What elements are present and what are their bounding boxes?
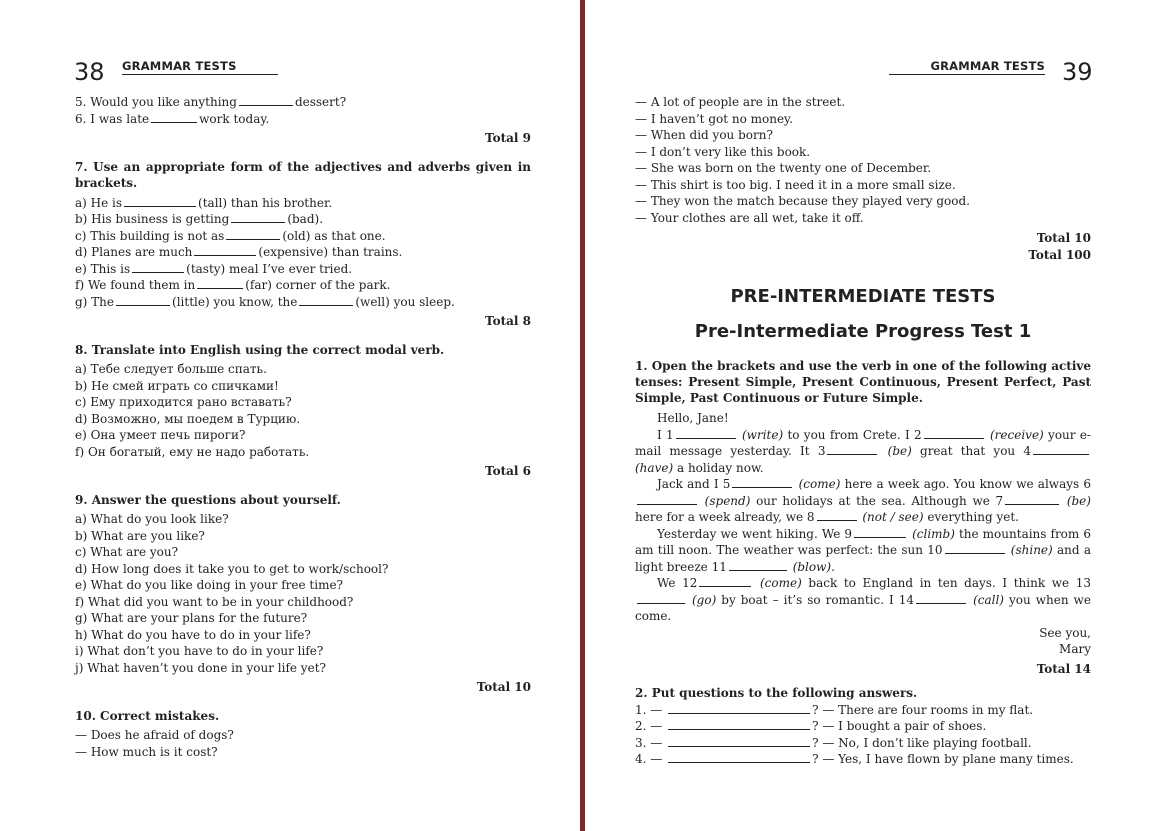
task-9-line: j) What haven’t you done in your life yet?: [75, 660, 326, 675]
answer-blank[interactable]: [916, 592, 966, 604]
task-10-line: — Does he afraid of dogs?: [75, 728, 234, 742]
letter-signoff: See you,: [1039, 625, 1091, 640]
task-8-line: e) Она умеет печь пироги?: [75, 428, 246, 442]
mistake-line: — Your clothes are all wet, take it off.: [635, 210, 864, 225]
letter-signature-name: Mary: [1059, 642, 1091, 656]
task-8-title: 8. Translate into English using the correct modal verb.: [75, 342, 445, 357]
mistake-line: — When did you born?: [635, 128, 773, 142]
mistake-line: — She was born on the twenty one of December.: [635, 161, 932, 175]
answer-blank[interactable]: [1005, 493, 1059, 505]
answer-blank[interactable]: [132, 261, 184, 273]
answer-blank[interactable]: [124, 195, 196, 207]
task-7-line: e) This is (tasty) meal I’ve ever tried.: [75, 261, 353, 276]
task-9-line: c) What are you?: [75, 545, 179, 559]
answer-blank[interactable]: [637, 592, 685, 604]
left-page: [0, 0, 580, 831]
task-10-title: 10. Correct mistakes.: [75, 708, 220, 723]
answer-blank[interactable]: [226, 228, 280, 240]
task-1-title: 1. Open the brackets and use the verb in one of the following active tenses: Present Simple, Present Continuous, Present Perfect, Past Simple, Past Continuous or Future Simple.: [635, 359, 1092, 405]
answer-blank[interactable]: [151, 111, 197, 123]
task-9-line: f) What did you want to be in your childhood?: [75, 594, 354, 609]
task-2-line: 1. — ? — There are four rooms in my flat.: [635, 702, 1034, 717]
right-page: [585, 0, 1168, 831]
task-2-title: 2. Put questions to the following answers.: [635, 686, 918, 700]
test-heading: Pre-Intermediate Progress Test 1: [694, 320, 1032, 342]
task-8-line: b) Не смей играть со спичками!: [75, 378, 279, 393]
task-7-line: b) His business is getting (bad).: [75, 212, 324, 226]
answer-blank[interactable]: [231, 211, 285, 223]
answer-blank[interactable]: [924, 427, 984, 439]
task-7-line: a) He is (tall) than his brother.: [75, 195, 333, 210]
answer-blank[interactable]: [945, 542, 1005, 554]
letter-paragraph-2: Jack and I 5 (come) here a week ago. You know we always 6 (spend) our holidays at the sea. Although we 7 (be) here for a week already, we 8 (not / see) everything yet.: [635, 477, 1091, 524]
running-head: GRAMMAR TESTS: [122, 59, 278, 75]
item-5: 5. Would you like anything dessert?: [75, 95, 347, 109]
page-number: 38: [74, 58, 105, 86]
answer-blank[interactable]: [668, 735, 810, 747]
answer-blank[interactable]: [699, 575, 751, 587]
total-label: Total 14: [1036, 661, 1091, 676]
answer-blank[interactable]: [732, 476, 792, 488]
mistake-line: — They won the match because they played very good.: [635, 194, 970, 208]
answer-blank[interactable]: [239, 94, 293, 106]
letter-greeting: Hello, Jane!: [657, 411, 729, 425]
task-9-title: 9. Answer the questions about yourself.: [75, 492, 341, 507]
task-10-line: — How much is it cost?: [75, 744, 218, 759]
mistake-line: — I don’t very like this book.: [635, 144, 811, 159]
answer-blank[interactable]: [299, 294, 353, 306]
answer-blank[interactable]: [197, 277, 243, 289]
total-label: Total 10: [1036, 231, 1091, 245]
task-8-line: c) Ему приходится рано вставать?: [75, 395, 292, 409]
section-heading: PRE-INTERMEDIATE TESTS: [730, 286, 996, 307]
task-7-line: c) This building is not as (old) as that one.: [75, 228, 386, 243]
task-2-line: 4. — ? — Yes, I have flown by plane many times.: [635, 752, 1074, 766]
answer-blank[interactable]: [668, 751, 810, 763]
task-7-title: 7. Use an appropriate form of the adjectives and adverbs given in brackets.: [75, 159, 531, 190]
task-8-line: f) Он богатый, ему не надо работать.: [75, 444, 310, 459]
answer-blank[interactable]: [668, 702, 810, 714]
task-9-line: e) What do you like doing in your free time?: [75, 578, 343, 592]
item-6: 6. I was late work today.: [75, 111, 270, 126]
task-7-line: g) The (little) you know, the (well) you sleep.: [75, 294, 455, 309]
mistake-line: — I haven’t got no money.: [635, 111, 794, 126]
left-content: [75, 94, 531, 760]
right-content: [635, 94, 1091, 768]
mistake-line: — A lot of people are in the street.: [635, 95, 846, 109]
task-7-line: d) Planes are much (expensive) than trains.: [75, 245, 403, 259]
task-9-line: i) What don’t you have to do in your life?: [75, 644, 324, 658]
task-9-line: g) What are your plans for the future?: [75, 611, 308, 625]
task-9-line: h) What do you have to do in your life?: [75, 627, 311, 642]
task-9-line: d) How long does it take you to get to work/school?: [75, 561, 389, 576]
grand-total-label: Total 100: [1028, 247, 1091, 262]
task-9-line: a) What do you look like?: [75, 512, 229, 526]
task-2-line: 3. — ? — No, I don’t like playing football.: [635, 735, 1032, 750]
answer-blank[interactable]: [676, 427, 736, 439]
answer-blank[interactable]: [827, 443, 877, 455]
answer-blank[interactable]: [817, 509, 857, 521]
task-7-line: f) We found them in (far) corner of the park.: [75, 278, 391, 292]
task-9-line: b) What are you like?: [75, 528, 205, 543]
task-8-line: d) Возможно, мы поедем в Турцию.: [75, 411, 301, 426]
page-number: 39: [1062, 58, 1093, 86]
task-8-line: a) Тебе следует больше спать.: [75, 362, 267, 376]
total-label: Total 10: [476, 680, 531, 694]
answer-blank[interactable]: [116, 294, 170, 306]
task-2-line: 2. — ? — I bought a pair of shoes.: [635, 719, 987, 733]
letter-paragraph-4: We 12 (come) back to England in ten days. I think we 13 (go) by boat – it’s so romantic. I 14 (call) you when we come.: [635, 576, 1091, 623]
total-label: Total 6: [485, 464, 531, 478]
letter-paragraph-1: I 1 (write) to you from Crete. I 2 (receive) your e-mail message yesterday. It 3 (be) great that you 4 (have) a holiday now.: [635, 427, 1091, 475]
answer-blank[interactable]: [1033, 443, 1089, 455]
answer-blank[interactable]: [729, 559, 787, 571]
total-label: Total 8: [485, 314, 531, 328]
mistake-line: — This shirt is too big. I need it in a more small size.: [635, 177, 956, 192]
running-head: GRAMMAR TESTS: [889, 59, 1045, 75]
answer-blank[interactable]: [854, 526, 906, 538]
letter-paragraph-3: Yesterday we went hiking. We 9 (climb) the mountains from 6 am till noon. The weather was perfect: the sun 10 (shine) and a light breeze 11 (blow).: [635, 526, 1091, 574]
total-label: Total 9: [485, 131, 531, 145]
answer-blank[interactable]: [194, 244, 256, 256]
answer-blank[interactable]: [668, 718, 810, 730]
answer-blank[interactable]: [637, 493, 697, 505]
